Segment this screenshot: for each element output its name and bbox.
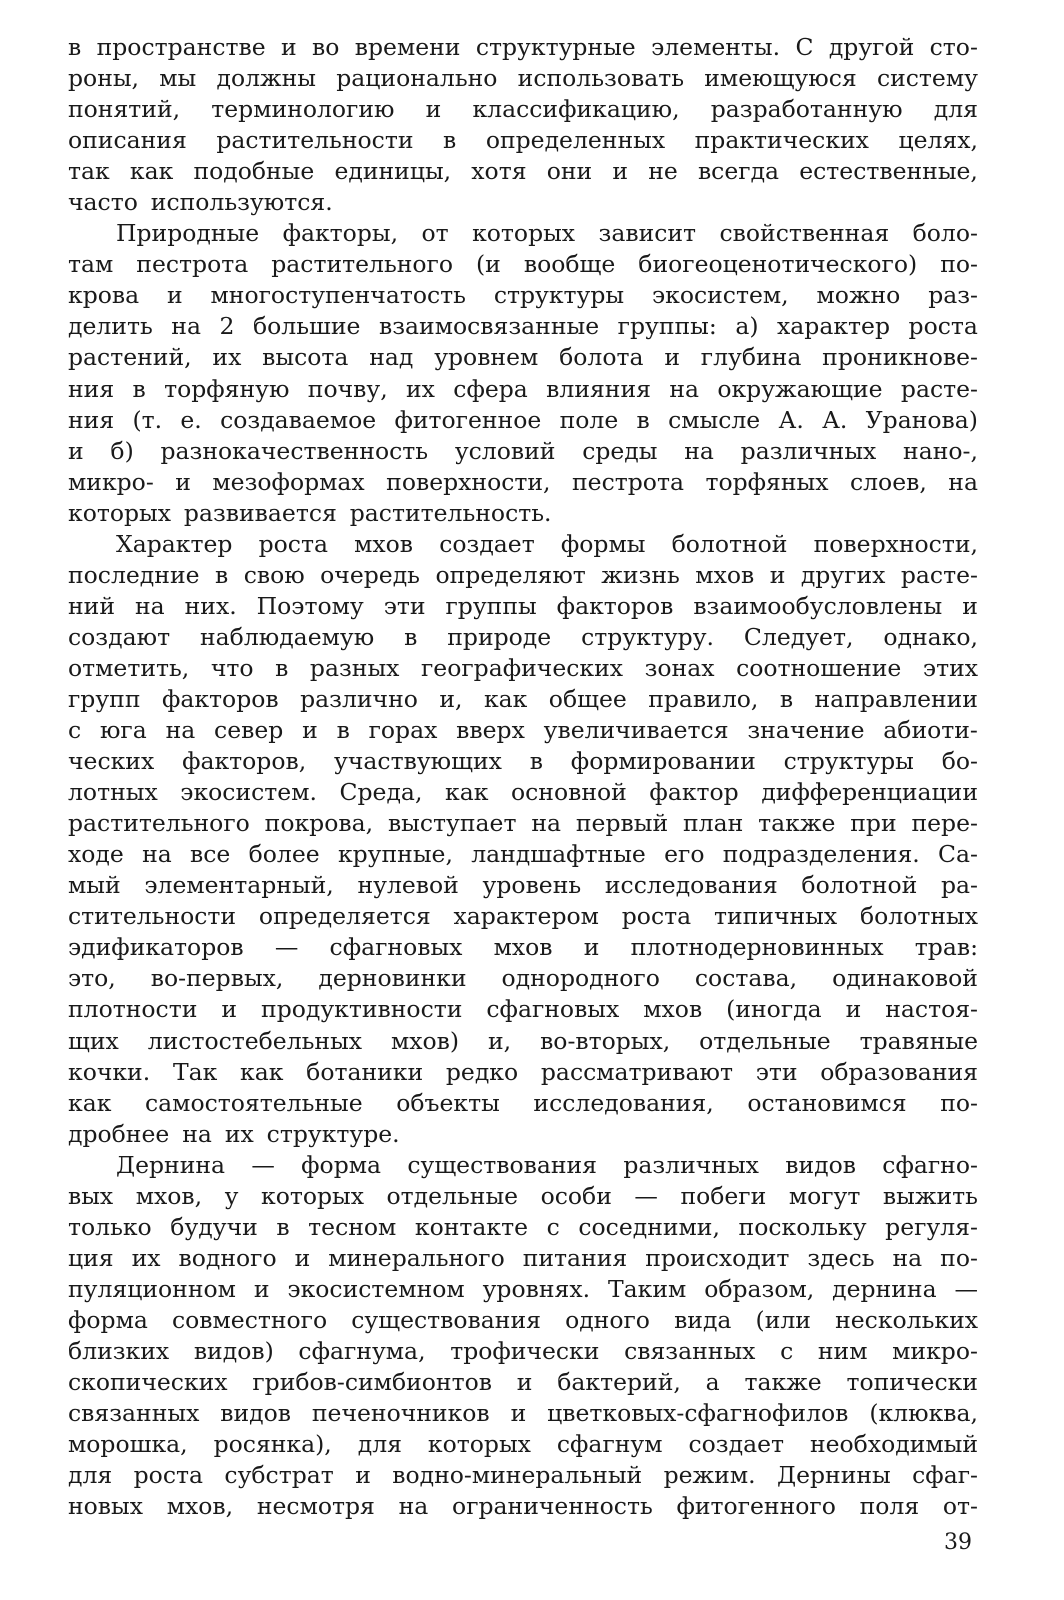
- text-line: крова и многоступенчатость структуры экосистем, можно раз-: [68, 281, 978, 310]
- paragraph: [68, 218, 978, 528]
- text-line: это, во-первых, дерновинки однородного состава, одинаковой: [68, 964, 978, 993]
- text-line: описания растительности в определенных практических целях,: [68, 126, 978, 155]
- text-line: близких видов) сфагнума, трофически связанных с ним микро-: [68, 1336, 978, 1365]
- text-line: только будучи в тесном контакте с соседними, поскольку регуля-: [68, 1212, 978, 1241]
- text-line: плотности и продуктивности сфагновых мхов (иногда и настоя-: [68, 995, 978, 1024]
- text-line: кочки. Так как ботаники редко рассматривают эти образования: [68, 1057, 978, 1086]
- text-line: роны, мы должны рационально использовать имеющуюся систему: [68, 64, 978, 93]
- text-line: щих листостебельных мхов) и, во-вторых, отдельные травяные: [68, 1026, 978, 1055]
- text-line: создают наблюдаемую в природе структуру. Следует, однако,: [68, 622, 978, 651]
- page-number: 39: [944, 1530, 972, 1555]
- paragraph: [68, 32, 978, 218]
- text-line: отметить, что в разных географических зонах соотношение этих: [68, 653, 978, 682]
- text-line: морошка, росянка), для которых сфагнум создает необходимый: [68, 1430, 978, 1459]
- text-line: и б) разнокачественность условий среды на различных нано-,: [68, 436, 978, 465]
- text-line: вых мхов, у которых отдельные особи — побеги могут выжить: [68, 1181, 978, 1210]
- text-line: дробнее на их структуре.: [68, 1119, 400, 1148]
- text-line: ция их водного и минерального питания происходит здесь на по-: [68, 1243, 978, 1272]
- text-line: микро- и мезоформах поверхности, пестрота торфяных слоев, на: [68, 467, 978, 496]
- text-line: мый элементарный, нулевой уровень исследования болотной ра-: [68, 871, 978, 900]
- text-line: часто используются.: [68, 188, 333, 217]
- text-line: форма совместного существования одного вида (или нескольких: [68, 1305, 978, 1334]
- text-line: так как подобные единицы, хотя они и не всегда естественные,: [68, 157, 978, 186]
- paragraph: [68, 1150, 978, 1523]
- text-line: как самостоятельные объекты исследования, остановимся по-: [68, 1088, 978, 1117]
- text-line: ческих факторов, участвующих в формировании структуры бо-: [68, 747, 978, 776]
- text-line: для роста субстрат и водно-минеральный режим. Дернины сфаг-: [68, 1461, 978, 1490]
- text-line: с юга на север и в горах вверх увеличивается значение абиоти-: [68, 716, 978, 745]
- text-line: скопических грибов-симбионтов и бактерий, а также топически: [68, 1368, 978, 1397]
- text-line: ходе на все более крупные, ландшафтные его подразделения. Са-: [68, 840, 978, 869]
- text-line: ний на них. Поэтому эти группы факторов взаимообусловлены и: [68, 591, 978, 620]
- text-line: пуляционном и экосистемном уровнях. Таким образом, дернина —: [68, 1274, 978, 1303]
- text-line: которых развивается растительность.: [68, 498, 552, 527]
- body-text: [68, 32, 978, 1522]
- text-line: ния в торфяную почву, их сфера влияния на окружающие расте-: [68, 374, 978, 403]
- text-line: растительного покрова, выступает на первый план также при пере-: [68, 809, 978, 838]
- text-line: Природные факторы, от которых зависит свойственная боло-: [116, 219, 978, 248]
- text-line: новых мхов, несмотря на ограниченность фитогенного поля от-: [68, 1492, 978, 1521]
- text-line: групп факторов различно и, как общее правило, в направлении: [68, 684, 978, 713]
- text-line: ния (т. е. создаваемое фитогенное поле в смысле А. А. Уранова): [68, 405, 978, 434]
- text-line: в пространстве и во времени структурные элементы. С другой сто-: [68, 33, 978, 61]
- text-line: связанных видов печеночников и цветковых-сфагнофилов (клюква,: [68, 1399, 978, 1428]
- paragraph: [68, 529, 978, 1150]
- text-line: лотных экосистем. Среда, как основной фактор дифференциации: [68, 778, 978, 807]
- text-line: делить на 2 большие взаимосвязанные группы: а) характер роста: [68, 312, 978, 341]
- text-line: растений, их высота над уровнем болота и глубина проникнове-: [68, 343, 978, 372]
- text-line: Дернина — форма существования различных видов сфагно-: [116, 1150, 978, 1179]
- text-line: там пестрота растительного (и вообще биогеоценотического) по-: [68, 250, 978, 279]
- text-line: эдификаторов — сфагновых мхов и плотнодерновинных трав:: [68, 933, 978, 962]
- text-line: Характер роста мхов создает формы болотной поверхности,: [116, 529, 978, 558]
- text-line: стительности определяется характером роста типичных болотных: [68, 902, 978, 931]
- text-line: последние в свою очередь определяют жизнь мхов и других расте-: [68, 560, 978, 589]
- text-line: понятий, терминологию и классификацию, разработанную для: [68, 95, 978, 124]
